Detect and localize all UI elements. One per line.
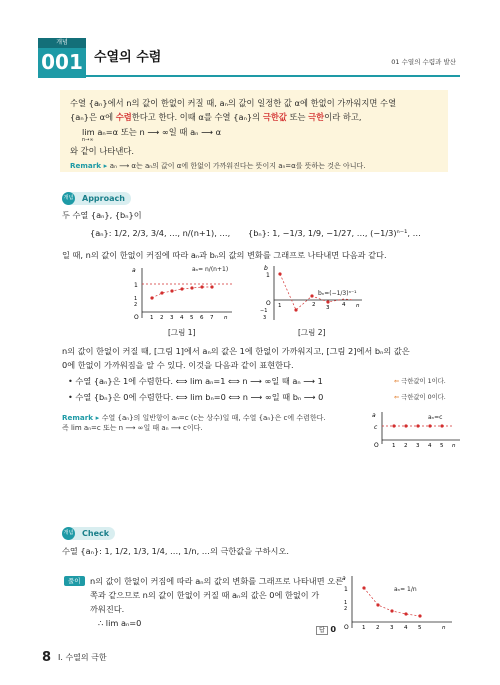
figure-2-caption: [그림 2] — [298, 328, 326, 337]
definition-line-1: 수열 {aₙ}에서 n의 값이 한없이 커질 때, aₙ의 값이 일정한 값 α에 한없이 가까워지면 수열 — [70, 98, 397, 108]
svg-text:c: c — [374, 424, 378, 431]
approach-paragraph-1: n의 값이 한없이 커질 때, [그림 1]에서 aₙ의 값은 1에 한없이 가까워지고, [그림 2]에서 bₙ의 값은 — [62, 346, 410, 356]
svg-text:2: 2 — [404, 443, 408, 449]
check-graph — [338, 572, 458, 634]
definition-lim-subscript: n→∞ — [82, 137, 94, 143]
approach-remark-2: 즉 lim aₙ=c 또는 n ⟶ ∞일 때 aₙ ⟶ c이다. — [62, 424, 203, 432]
section-tag: 01 수열의 수렴과 발산 — [391, 58, 456, 66]
bullet-b-converges: • 수열 {bₙ}은 0에 수렴한다. ⟺ lim bₙ=0 ⟺ n ⟶ ∞일 때 bₙ ⟶ 0 — [68, 392, 324, 402]
svg-text:2: 2 — [160, 315, 164, 321]
approach-dot: 개념 — [62, 192, 75, 205]
svg-text:n: n — [224, 315, 228, 321]
svg-text:7: 7 — [210, 315, 214, 321]
constant-sequence-graph — [368, 410, 464, 450]
svg-text:5: 5 — [190, 315, 194, 321]
definition-formula: lim aₙ=α 또는 n ⟶ ∞일 때 aₙ ⟶ α — [82, 127, 222, 137]
answer-box: 답 0 — [316, 624, 336, 635]
svg-text:1: 1 — [134, 282, 138, 289]
chapter-label: I. 수열의 극한 — [58, 653, 107, 662]
solution-line-2: 쪽과 같으므로 n의 값이 한없이 커질 때 aₙ의 값은 0에 한없이 가 — [90, 590, 320, 600]
svg-text:2: 2 — [344, 606, 348, 612]
check-dot: 개념 — [62, 527, 75, 540]
figure-1-caption: [그림 1] — [168, 328, 196, 337]
svg-text:2: 2 — [134, 302, 138, 308]
check-graph-formula: aₙ= 1/n — [394, 586, 417, 593]
check-question: 수열 {aₙ}: 1, 1/2, 1/3, 1/4, …, 1/n, …의 극한값을 구하시오. — [62, 546, 289, 556]
svg-text:1: 1 — [278, 303, 282, 309]
svg-text:b: b — [264, 265, 268, 272]
svg-text:4: 4 — [180, 315, 184, 321]
approach-remark-1: Remark ▸ 수열 {aₙ}의 일반항이 aₙ=c (c는 상수)일 때, 수열 {aₙ}은 c에 수렴한다. — [62, 413, 326, 422]
definition-line-4: 와 같이 나타낸다. — [70, 146, 135, 156]
svg-text:1: 1 — [266, 272, 270, 279]
svg-text:4: 4 — [428, 443, 432, 449]
figure-1-formula: aₙ= n/(n+1) — [192, 266, 229, 273]
svg-text:1: 1 — [134, 296, 138, 302]
sequence-a: {aₙ}: 1/2, 2/3, 3/4, …, n/(n+1), …, — [90, 228, 231, 238]
solution-tag: 풀이 — [64, 576, 85, 586]
check-heading: Check — [62, 527, 115, 540]
bullet-a-converges: • 수열 {aₙ}은 1에 수렴한다. ⟺ lim aₙ=1 ⟺ n ⟶ ∞일 때 aₙ ⟶ 1 — [68, 376, 323, 386]
approach-heading: Approach — [62, 192, 131, 205]
svg-text:5: 5 — [418, 625, 422, 631]
approach-intro: 두 수열 {aₙ}, {bₙ}이 — [62, 210, 142, 220]
header-rule — [38, 75, 460, 77]
svg-text:5: 5 — [440, 443, 444, 449]
svg-text:a: a — [372, 412, 376, 419]
svg-text:1: 1 — [392, 443, 396, 449]
figure-2-formula: bₙ=(−1/3)ⁿ⁻¹ — [318, 290, 357, 297]
svg-text:n: n — [452, 443, 456, 449]
concept-badge-label: 개념 — [38, 38, 86, 48]
svg-text:−1: −1 — [260, 308, 268, 314]
svg-text:1: 1 — [344, 600, 348, 606]
definition-remark: Remark ▸ aₙ ⟶ α는 aₙ의 값이 α에 한없이 가까워진다는 뜻이지 aₙ=α를 뜻하는 것은 아니다. — [70, 161, 366, 170]
svg-text:6: 6 — [200, 315, 204, 321]
svg-text:2: 2 — [376, 625, 380, 631]
approach-paragraph-2: 0에 한없이 가까워짐을 알 수 있다. 이것을 다음과 같이 표현한다. — [62, 360, 294, 370]
svg-text:3: 3 — [390, 625, 394, 631]
svg-text:1: 1 — [150, 315, 154, 321]
tag-limit-0: ⇐ 극한값이 0이다. — [394, 394, 446, 401]
svg-text:a: a — [342, 575, 346, 582]
svg-text:n: n — [442, 625, 446, 631]
svg-text:a: a — [132, 267, 136, 274]
definition-line-2: {aₙ}은 α에 수렴한다고 한다. 이때 α를 수열 {aₙ}의 극한값 또는 극한이라 하고, — [70, 112, 362, 122]
tag-limit-1: ⇐ 극한값이 1이다. — [394, 378, 446, 385]
svg-text:4: 4 — [404, 625, 408, 631]
svg-text:4: 4 — [342, 302, 346, 308]
svg-text:O: O — [344, 624, 349, 631]
svg-text:3: 3 — [170, 315, 174, 321]
concept-number: 001 — [41, 50, 83, 74]
constant-graph-formula: aₙ=c — [428, 414, 443, 421]
svg-text:1: 1 — [362, 625, 366, 631]
solution-line-4: ∴ lim aₙ=0 — [98, 618, 142, 628]
svg-text:O: O — [266, 300, 271, 307]
svg-text:3: 3 — [326, 305, 330, 311]
svg-text:n: n — [356, 303, 360, 309]
sequence-b: {bₙ}: 1, −1/3, 1/9, −1/27, …, (−1/3)ⁿ⁻¹, … — [248, 228, 421, 238]
page-number: 8 — [42, 650, 52, 665]
svg-text:3: 3 — [263, 315, 267, 321]
solution-line-3: 까워진다. — [90, 604, 125, 614]
svg-text:3: 3 — [416, 443, 420, 449]
graph-intro: 일 때, n의 값이 한없이 커짐에 따라 aₙ과 bₙ의 값의 변화를 그래프로 나타내면 다음과 같다. — [62, 250, 387, 260]
svg-text:2: 2 — [312, 302, 316, 308]
solution-line-1: n의 값이 한없이 커짐에 따라 aₙ의 값의 변화를 그래프로 나타내면 오른 — [90, 576, 344, 586]
svg-text:1: 1 — [344, 586, 348, 593]
svg-text:O: O — [134, 314, 139, 321]
svg-text:O: O — [374, 442, 379, 449]
page-title: 수열의 수렴 — [94, 50, 162, 65]
